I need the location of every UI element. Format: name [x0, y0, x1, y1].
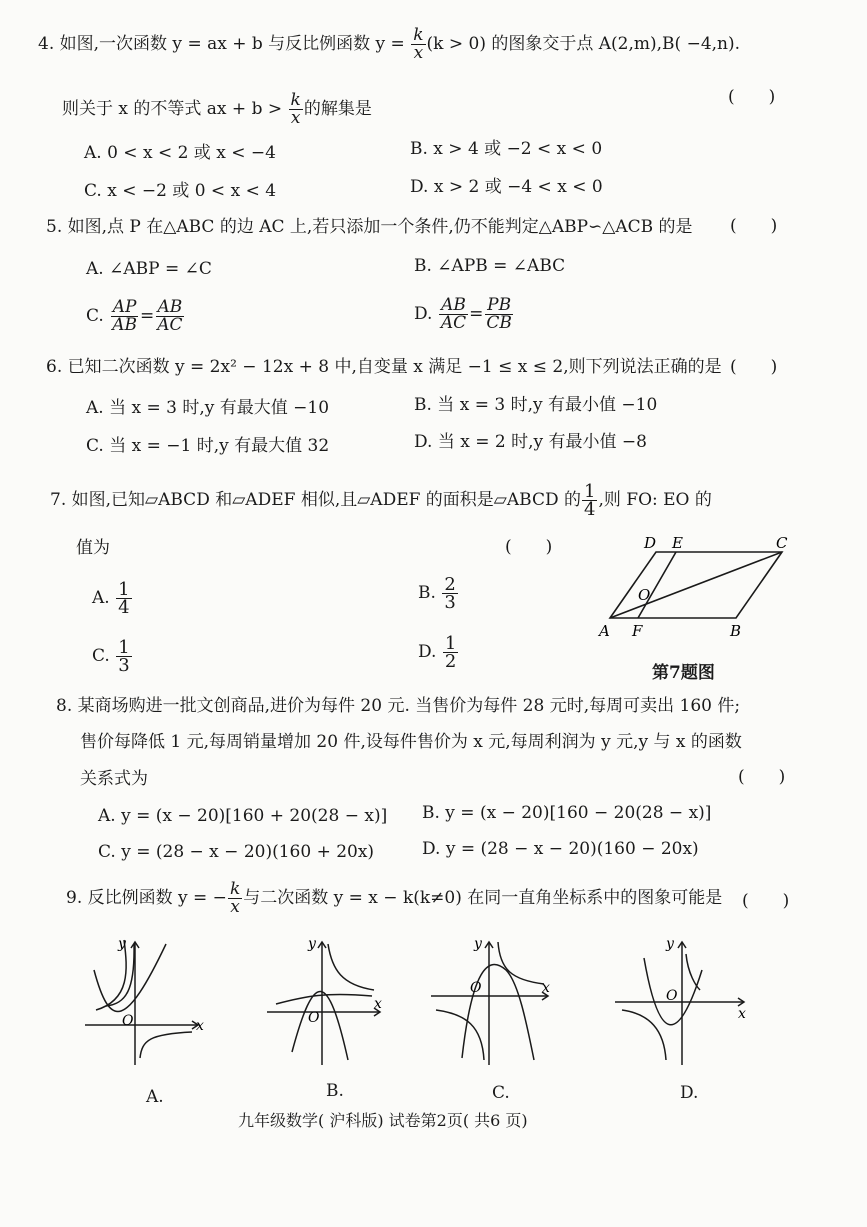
q6-option-a: A. 当 x = 3 时,y 有最大值 −10 [86, 398, 330, 418]
q7-a-num: 1 [118, 579, 130, 600]
graph-a-x-label: x [196, 1018, 204, 1034]
q5-d-f2-den: CB [486, 313, 512, 333]
q7-stem-text: 7. 如图,已知▱ABCD 和▱ADEF 相似,且▱ADEF 的面积是▱ABCD 的 [50, 490, 582, 510]
q7-stem-tail: ,则 FO: EO 的 [598, 490, 712, 510]
q5-option-c: C. $\frac{AP}{AB}$ = $\frac{AB}{AC}$ [86, 297, 183, 335]
q5-c-f1-den: AB [112, 315, 137, 335]
q4-inequality-text: 则关于 x 的不等式 ax + b > [62, 99, 288, 119]
q8-line1: 8. 某商场购进一批文创商品,进价为每件 20 元. 当售价为每件 28 元时,每周可卖出 160 件; [56, 696, 741, 716]
q8-line2: 售价每降低 1 元,每周销量增加 20 件,设每件售价为 x 元,每周利润为 y 元,y 与 x 的函数 [80, 732, 742, 752]
q5-d-fraction-1 [439, 297, 468, 332]
q7-frac-den: 4 [584, 499, 596, 520]
q5-option-a: A. ∠ABP = ∠C [86, 259, 212, 279]
q4-stem-line2 [62, 92, 372, 127]
q5-c-label: C. [86, 306, 104, 326]
q4-frac-num: k [413, 25, 424, 45]
q7-parallelogram-figure [596, 532, 806, 642]
graph-c-origin-label: O [470, 980, 482, 996]
q7-answer-blank: ( ) [505, 537, 553, 557]
graph-d-y-label: y [666, 936, 674, 952]
q7-c-num: 1 [118, 637, 130, 658]
q7-d-den: 2 [444, 651, 457, 672]
q4-frac-den: x [413, 43, 424, 63]
q9-option-a: A. [146, 1087, 164, 1107]
q9-graph-d [610, 930, 750, 1070]
q6-option-b: B. 当 x = 3 时,y 有最小值 −10 [414, 395, 658, 415]
q4-option-c: C. x < −2 或 0 < x < 4 [84, 181, 277, 201]
q9-graph-c [426, 930, 558, 1070]
graph-b-y-label: y [308, 936, 316, 952]
q4-stem-fraction [411, 27, 425, 62]
q7-c-fraction [116, 639, 131, 674]
q7-frac-num: 1 [584, 481, 596, 502]
q4-stem-line1 [38, 27, 740, 62]
q6-option-d: D. 当 x = 2 时,y 有最小值 −8 [414, 432, 647, 452]
q7-option-d [418, 630, 459, 674]
q5-c-fraction-1 [110, 299, 139, 334]
q9-frac-num: k [229, 879, 241, 899]
q7-stem-line1 [50, 478, 712, 522]
q4-ineq-den: x [290, 108, 301, 128]
q4-option-a: A. 0 < x < 2 或 x < −4 [84, 143, 276, 163]
q5-d-f2-num: PB [487, 295, 512, 315]
q7-b-den: 3 [444, 592, 456, 613]
label-b: B [730, 622, 742, 640]
graph-a-y-label: y [118, 936, 126, 952]
q9-stem [66, 878, 722, 918]
q8-option-d: D. y = (28 − x − 20)(160 − 20x) [422, 839, 699, 859]
q7-c-label: C. [92, 646, 110, 666]
q5-option-d: D. $\frac{AB}{AC}$ = $\frac{PB}{CB}$ [414, 295, 512, 333]
label-c: C [776, 534, 788, 552]
q7-d-fraction [443, 635, 458, 670]
q7-a-fraction [116, 581, 131, 616]
q4-stem-tail: (k > 0) 的图象交于点 A(2,m),B( −4,n). [426, 34, 741, 54]
segment-ef [638, 552, 676, 618]
q8-answer-blank: ( ) [738, 767, 786, 787]
page-footer: 九年级数学( 沪科版) 试卷第2页( 共6 页) [238, 1111, 528, 1130]
q5-c-f2-den: AC [157, 315, 183, 335]
graph-a-origin-label: O [122, 1013, 134, 1029]
q5-d-f1-den: AC [440, 313, 467, 333]
q9-option-d: D. [680, 1083, 699, 1103]
q9-graph-a [80, 930, 210, 1070]
graph-c-x-label: x [542, 980, 550, 996]
q7-option-a [92, 576, 133, 620]
q7-option-b [418, 571, 459, 615]
q8-option-a: A. y = (x − 20)[160 + 20(28 − x)] [98, 806, 388, 826]
diagonal-ac [610, 552, 782, 618]
q5-c-f2-num: AB [157, 297, 183, 317]
q6-option-c: C. 当 x = −1 时,y 有最大值 32 [86, 436, 330, 456]
q8-line3: 关系式为 [80, 769, 148, 789]
q7-b-num: 2 [444, 574, 456, 595]
q5-c-f1-num: AP [112, 297, 137, 317]
q6-answer-blank: ( ) [730, 357, 778, 377]
q4-inequality-fraction [289, 92, 303, 127]
q7-stem-line2: 值为 [76, 538, 110, 558]
q8-option-b: B. y = (x − 20)[160 − 20(28 − x)] [422, 803, 712, 823]
q7-b-label: B. [418, 583, 436, 603]
q4-answer-blank: ( ) [728, 87, 776, 107]
q7-d-label: D. [418, 642, 437, 662]
label-a: A [599, 622, 610, 640]
q9-stem-tail: 与二次函数 y = x − k(k≠0) 在同一直角坐标系中的图象可能是 [243, 888, 723, 908]
label-f: F [632, 622, 643, 640]
q4-ineq-num: k [290, 90, 301, 110]
label-o: O [638, 586, 651, 604]
q7-figure-caption: 第7题图 [652, 663, 715, 683]
q9-option-c: C. [492, 1083, 510, 1103]
q9-stem-text: 9. 反比例函数 y = − [66, 888, 227, 908]
q7-b-fraction [442, 576, 457, 611]
graph-b-x-label: x [374, 996, 382, 1012]
q7-a-label: A. [92, 588, 110, 608]
q9-answer-blank: ( ) [742, 891, 790, 911]
q7-c-den: 3 [118, 655, 130, 676]
q5-answer-blank: ( ) [730, 216, 778, 236]
q5-c-fraction-2 [155, 299, 184, 334]
q5-d-f1-num: AB [441, 295, 466, 315]
q8-option-c: C. y = (28 − x − 20)(160 + 20x) [98, 842, 375, 862]
label-e: E [672, 534, 683, 552]
q5-option-b: B. ∠APB = ∠ABC [414, 256, 566, 276]
label-d: D [644, 534, 657, 552]
q7-stem-fraction [582, 483, 597, 518]
graph-d-x-label: x [738, 1006, 746, 1022]
graph-c-y-label: y [474, 936, 482, 952]
graph-b-origin-label: O [308, 1010, 320, 1026]
q9-option-b: B. [326, 1081, 344, 1101]
q6-stem: 6. 已知二次函数 y = 2x² − 12x + 8 中,自变量 x 满足 −1 ≤ x ≤ 2,则下列说法正确的是 [46, 357, 722, 377]
q4-inequality-tail: 的解集是 [303, 99, 372, 119]
q7-option-c [92, 634, 133, 678]
q7-a-den: 4 [118, 597, 130, 618]
q4-stem-text: 4. 如图,一次函数 y = ax + b 与反比例函数 y = [38, 34, 411, 54]
q5-stem: 5. 如图,点 P 在△ABC 的边 AC 上,若只添加一个条件,仍不能判定△ABP∽△ACB 的是 [46, 217, 693, 237]
q9-stem-fraction [228, 881, 242, 916]
q5-d-label: D. [414, 304, 433, 324]
q7-d-num: 1 [444, 633, 457, 654]
q5-d-fraction-2 [484, 297, 514, 332]
graph-d-origin-label: O [666, 988, 678, 1004]
q9-graph-b [262, 930, 392, 1070]
q4-option-d: D. x > 2 或 −4 < x < 0 [410, 177, 603, 197]
q9-frac-den: x [230, 897, 240, 917]
q4-option-b: B. x > 4 或 −2 < x < 0 [410, 139, 603, 159]
